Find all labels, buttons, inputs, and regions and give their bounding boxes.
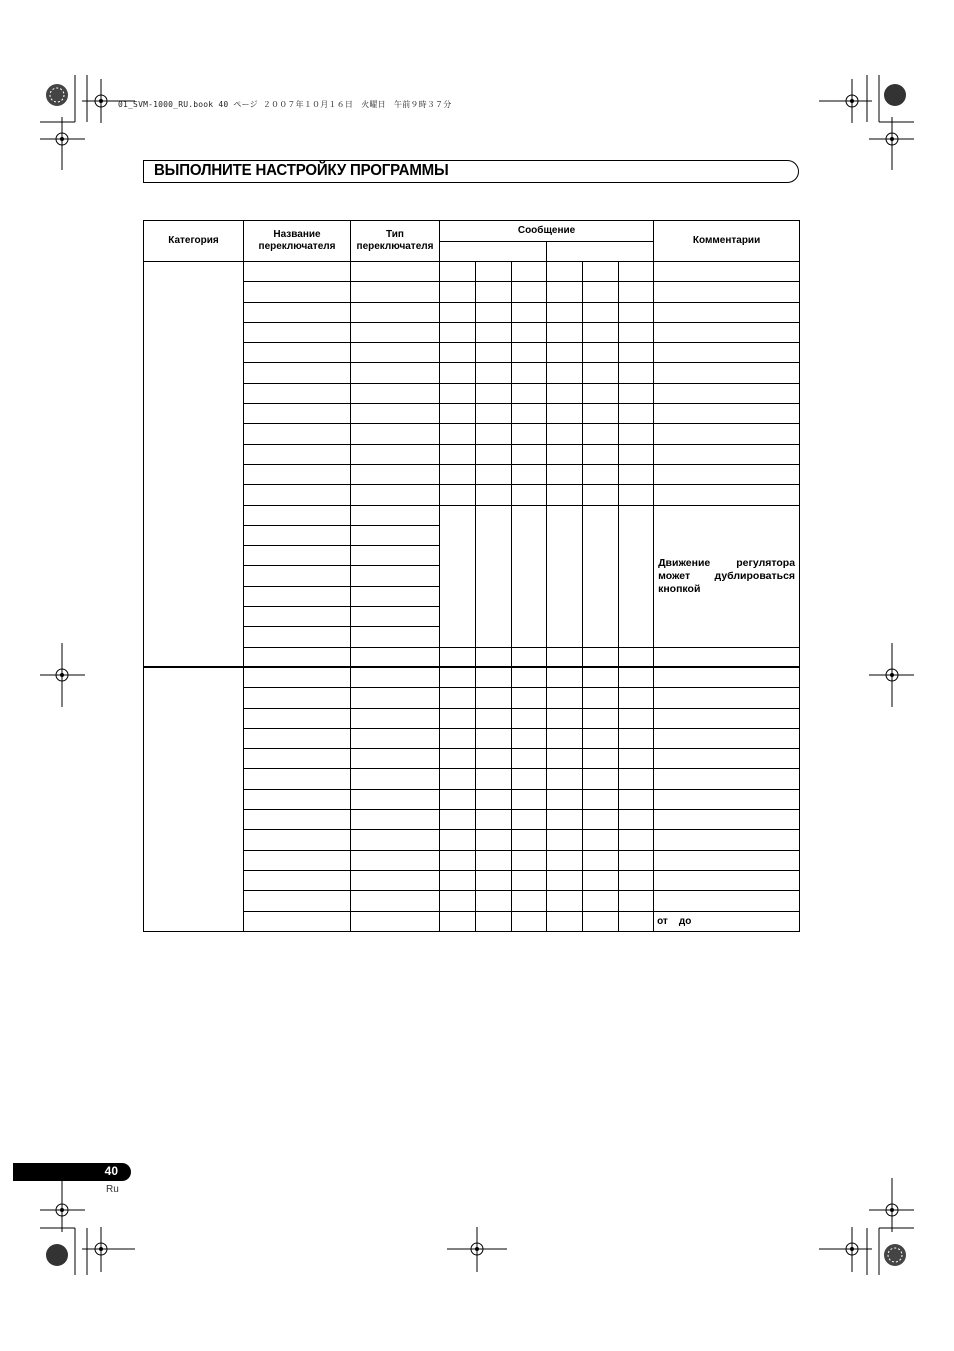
category-cell-1 (144, 262, 244, 668)
header-message-sub-a (440, 242, 547, 262)
header-comments: Комментарии (654, 221, 800, 262)
header-switch-type: Тип переключателя (351, 221, 440, 262)
header-message-sub-b (547, 242, 654, 262)
page-title: ВЫПОЛНИТЕ НАСТРОЙКУ ПРОГРАММЫ (154, 162, 449, 179)
file-header: 01_SVM-1000_RU.book 40 ページ ２００７年１０月１６日 火曜日 午前９時３７分 (118, 100, 452, 109)
category-cell-2 (144, 667, 244, 931)
settings-table (143, 220, 800, 932)
table-row (144, 667, 800, 687)
comment-range: от до (654, 911, 800, 931)
header-message: Сообщение (440, 221, 654, 242)
comment-knob-text: Движение регулятора может дублироваться кнопкой (658, 556, 796, 595)
page-language: Ru (106, 1184, 119, 1195)
comment-knob (654, 505, 800, 647)
page-number: 40 (104, 1164, 118, 1178)
table-row (144, 262, 800, 282)
header-category: Категория (144, 221, 244, 262)
header-switch-name: Название переключателя (244, 221, 351, 262)
